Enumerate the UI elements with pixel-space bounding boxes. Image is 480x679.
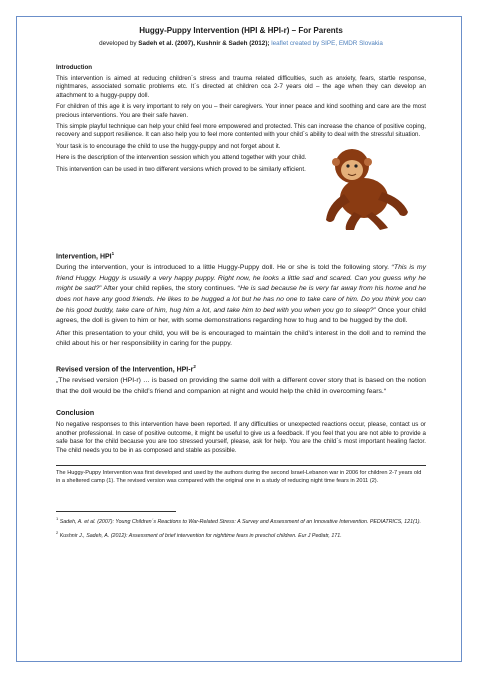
conclusion-heading: Conclusion: [56, 410, 95, 418]
intro-left-column: [56, 140, 308, 174]
hpir-paragraph: „The revised version (HPI-r) … is based on providing the same doll with a different cover story that is based on the notion that the doll would be the child’s friend and companion at night and would help the child in overcoming fears.“: [56, 377, 426, 395]
history-note: The Huggy-Puppy Intervention was first developed and used by the authors during the second Israel-Lebanon war in 2006 for children 2-7 years old in a sheltered camp (1). The revised version was compared with the original one in a study of reducing night time fears in 2011 (2).: [56, 465, 426, 485]
hpi-paragraph-1: During the intervention, your is introduced to a little Huggy-Puppy doll. He or she is told the following story. “This is my friend Huggy. Huggy is usually a very happy puppy. Right now, he looks a little sad and scared. Can you guess why he might be sad?” After your child replies, the story continues. “He is sad because he is very far away from his home and he does not have any good friends. He likes to be hugged a lot but he has no one to take care of him. Do you think you can be his good buddy, take care of him, hug him a lot, and take him to bed with you when you go to sleep?” Once your child agrees, the doll is given to him or her, with some demonstrations regarding how to hug and to be hugged by the doll.: [56, 264, 427, 325]
conclusion-paragraph: No negative responses to this intervention have been reported. If any difficulties or unexpected reactions occur, please, contact us or another professional. In case of positive outcome, it might be useful to give us a feedback. If you feel that you are not able to provide a safe base for the child because you are too stressed yourself, please, ask for help. You are the child´s most important healing factor. The child needs you to be in as composed and stable as possible.: [56, 421, 426, 454]
hpi-heading: Intervention, HPI$^1$: [56, 250, 115, 261]
intro-paragraph-6: This intervention can be used in two different versions which proved to be similarly efficient.: [56, 165, 306, 173]
intro-paragraph-3: This simple playful technique can help your child feel more empowered and protected. This can increase the chance of positive coping, recovery and support resilience. It can also help you to feel more contented with your child´s ability to deal with the stressful situation.: [56, 123, 426, 139]
document-content: [56, 26, 426, 540]
intro-with-image: [56, 140, 426, 237]
authors: Sadeh et al. (2007), Kushnir & Sadeh (2012);: [138, 40, 270, 47]
intro-paragraph-1: This intervention is aimed at reducing children´s stress and trauma related difficulties, such as anxiety, fears, startle response, nightmares, associated somatic problems etc. It´s directed at children cca 2-7 years old – the age when they can develop an attachment to a huggy-puppy doll.: [56, 75, 426, 99]
monkey-doll-icon: [314, 142, 414, 232]
intro-paragraph-4: Your task is to encourage the child to use the huggy-puppy and not forget about it.: [56, 142, 281, 150]
intro-paragraph-5: Here is the description of the intervention session which you attend together with your child.: [56, 154, 307, 162]
footnote-divider: [56, 511, 176, 512]
intro-paragraph-2: For children of this age it is very important to rely on you – their caregivers. Your inner peace and kind soothing and care are the most precious interventions. You are their safe haven.: [56, 103, 426, 119]
footnote-2: $^2$ Kushnir J., Sadeh, A. (2012): Assessment of brief intervention for nighttime fears in preschol children. Eur J Pediatr, 171.: [56, 530, 342, 539]
huggy-doll-image: [314, 142, 424, 237]
document-subtitle: developed by Sadeh et al. (2007), Kushnir & Sadeh (2012); leaflet created by SIPE, EMDR Slovakia: [99, 40, 383, 47]
document-title: Huggy-Puppy Intervention (HPI & HPI-r) – For Parents: [139, 26, 343, 35]
hpi-paragraph-2: After this presentation to your child, you will be is encouraged to maintain the child’s interest in the doll and to remind the child about his or her responsibility in caring for the puppy.: [56, 329, 426, 348]
leaflet-credit-link[interactable]: leaflet created by SIPE, EMDR Slovakia: [269, 40, 383, 47]
hpir-heading: Revised version of the Intervention, HPI-$r^2$: [56, 363, 196, 374]
footnote-1: $^1$ Sadeh, A. et al. (2007): Young Children´s Reactions to War-Related Stress: A Survey and Assessment of an Innovative Intervention. PEDIATRICS, 121(1).: [56, 516, 421, 526]
intro-heading: Introduction: [56, 64, 93, 71]
